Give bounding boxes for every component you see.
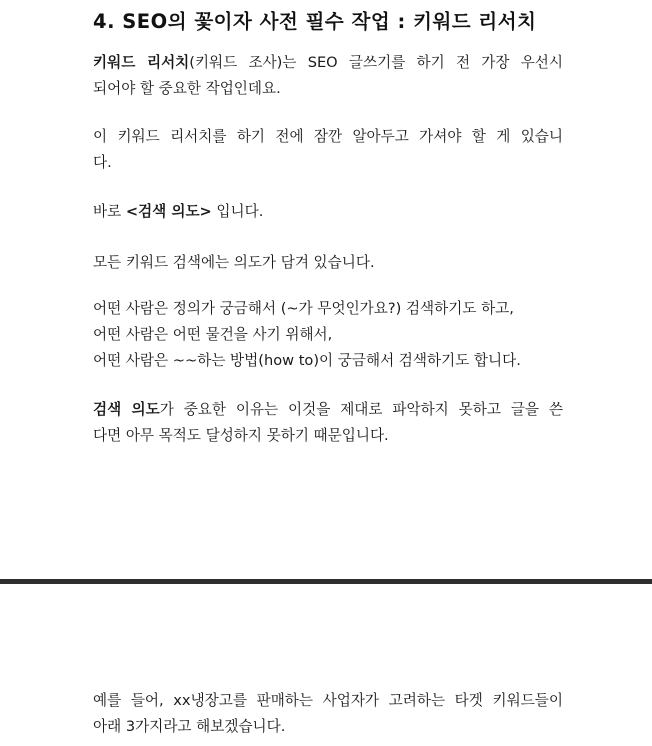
- paragraph-line: [93, 50, 563, 76]
- paragraph-line: 이 키워드 리서치를 하기 전에 잠깐 알아두고 가셔야 할 게 있습니: [93, 128, 563, 145]
- paragraph-line: 어떤 사람은 ~~하는 방법(how to)이 궁금해서 검색하기도 합니다.: [93, 352, 521, 369]
- paragraph-line-text: 가 중요한 이유는 이것을 제대로 파악하지 못하고 글을 쓴: [159, 401, 563, 418]
- section-divider: [0, 579, 652, 584]
- paragraph-keyword-research-intro: [93, 50, 563, 102]
- section-heading: 4. SEO의 꽃이자 사전 필수 작업 : 키워드 리서치: [93, 10, 537, 33]
- paragraph-line-text: 바로: [93, 203, 122, 220]
- bold-term-search-intent: 검색 의도: [93, 401, 160, 418]
- paragraph-example-fridge: [93, 688, 563, 740]
- paragraph-line: 아래 3가지라고 해보겠습니다.: [93, 718, 286, 735]
- paragraph-line: 예를 들어, xx냉장고를 판매하는 사업자가 고려하는 타겟 키워드들이: [93, 692, 563, 709]
- paragraph-line: 모든 키워드 검색에는 의도가 담겨 있습니다.: [93, 254, 375, 271]
- paragraph-all-searches: [93, 250, 563, 276]
- paragraph-search-intent-intro: [93, 199, 563, 225]
- paragraph-line: [93, 397, 563, 423]
- paragraph-line: [93, 199, 563, 225]
- bold-term-keyword-research: 키워드 리서치: [93, 54, 190, 71]
- paragraph-intent-examples: [93, 296, 563, 374]
- paragraph-line: 다.: [93, 154, 112, 171]
- paragraph-line-text: (키워드 조사)는 SEO 글쓰기를 하기 전 가장 우선시: [189, 54, 563, 71]
- paragraph-line: 되어야 할 중요한 작업인데요.: [93, 80, 281, 97]
- paragraph-line: 어떤 사람은 정의가 궁금해서 (~가 무엇인가요?) 검색하기도 하고,: [93, 300, 514, 317]
- paragraph-line: 다면 아무 목적도 달성하지 못하기 때문입니다.: [93, 427, 389, 444]
- paragraph-intent-importance: [93, 397, 563, 449]
- paragraph-before-research: [93, 124, 563, 176]
- bold-term-search-intent: <검색 의도>: [125, 203, 212, 220]
- paragraph-line: 어떤 사람은 어떤 물건을 사기 위해서,: [93, 326, 333, 343]
- paragraph-line-text: 입니다.: [211, 203, 264, 220]
